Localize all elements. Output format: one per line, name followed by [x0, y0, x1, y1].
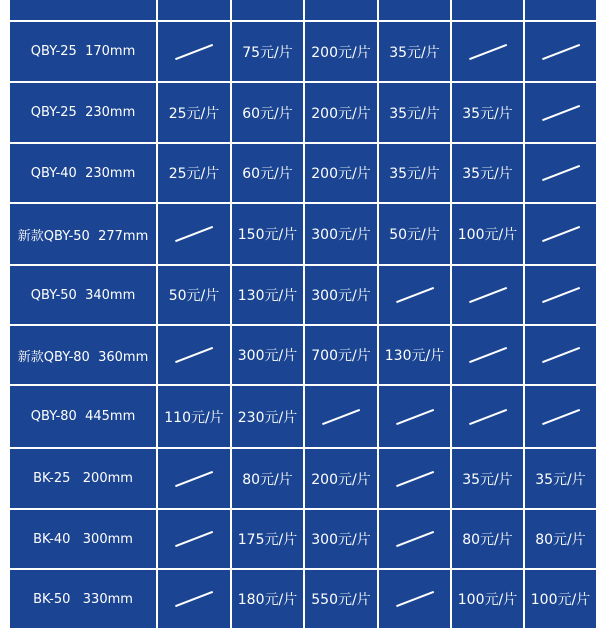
price-cell — [378, 325, 451, 385]
price-cell — [524, 203, 597, 265]
price-value: 60元/片 — [242, 105, 293, 122]
price-value: 200元/片 — [311, 471, 371, 488]
price-cell — [304, 569, 378, 629]
price-cell — [524, 325, 597, 385]
price-value: 35元/片 — [462, 166, 513, 182]
empty-slash-icon — [542, 226, 580, 242]
model-cell — [9, 325, 157, 385]
model-label: BK-50 330mm — [33, 591, 133, 607]
model-label: BK-25 200mm — [33, 471, 133, 486]
model-cell — [9, 0, 157, 21]
price-cell — [231, 21, 304, 82]
price-table — [8, 0, 598, 630]
price-cell — [231, 143, 304, 203]
price-cell — [304, 325, 378, 385]
price-cell — [378, 21, 451, 82]
model-cell — [9, 203, 157, 265]
price-value: 35元/片 — [535, 471, 586, 488]
price-cell — [157, 0, 231, 21]
price-cell — [451, 385, 524, 448]
price-cell — [157, 448, 231, 509]
table-row — [9, 82, 597, 143]
price-value: 60元/片 — [242, 166, 293, 182]
empty-slash-icon — [469, 44, 507, 60]
empty-slash-icon — [396, 287, 434, 303]
price-cell — [231, 265, 304, 325]
empty-slash-icon — [396, 409, 434, 425]
price-cell — [378, 509, 451, 569]
price-cell — [304, 21, 378, 82]
price-cell — [157, 21, 231, 82]
price-value: 35元/片 — [389, 166, 440, 182]
model-label: 新款QBY-80 360mm — [17, 349, 149, 365]
table-body — [9, 0, 597, 629]
table-row — [9, 203, 597, 265]
model-cell — [9, 509, 157, 569]
price-cell — [451, 21, 524, 82]
price-cell — [231, 385, 304, 448]
price-cell — [231, 509, 304, 569]
price-cell — [451, 203, 524, 265]
empty-slash-icon — [175, 471, 213, 487]
price-cell — [524, 385, 597, 448]
empty-slash-icon — [396, 531, 434, 547]
model-label: 新款QBY-50 277mm — [17, 228, 149, 244]
price-cell — [231, 325, 304, 385]
price-cell — [378, 448, 451, 509]
price-value: 100元/片 — [457, 592, 518, 608]
price-value: 300元/片 — [311, 227, 371, 243]
price-cell — [451, 265, 524, 325]
price-cell — [451, 82, 524, 143]
price-value: 35元/片 — [462, 105, 513, 122]
model-cell — [9, 569, 157, 629]
price-cell — [524, 0, 597, 21]
empty-slash-icon — [542, 105, 580, 121]
price-cell — [524, 82, 597, 143]
price-cell — [378, 82, 451, 143]
price-value: 50元/片 — [168, 288, 220, 304]
model-label: QBY-80 445mm — [30, 409, 136, 424]
table-row — [9, 448, 597, 509]
price-cell — [304, 448, 378, 509]
price-cell — [157, 569, 231, 629]
empty-slash-icon — [542, 409, 580, 425]
price-value: 200元/片 — [311, 166, 371, 182]
empty-slash-icon — [469, 409, 507, 425]
price-cell — [304, 203, 378, 265]
empty-slash-icon — [175, 226, 213, 242]
price-cell — [157, 325, 231, 385]
price-value: 130元/片 — [237, 288, 298, 304]
model-label: BK-40 300mm — [33, 531, 133, 547]
price-cell — [304, 143, 378, 203]
price-cell — [231, 0, 304, 21]
price-value: 175元/片 — [237, 532, 298, 548]
table-row — [9, 569, 597, 629]
price-value: 300元/片 — [311, 288, 371, 304]
table-row — [9, 325, 597, 385]
price-value: 75元/片 — [242, 44, 293, 61]
table-row — [9, 509, 597, 569]
empty-slash-icon — [542, 287, 580, 303]
model-cell — [9, 265, 157, 325]
price-cell — [524, 448, 597, 509]
price-cell — [524, 265, 597, 325]
model-cell — [9, 448, 157, 509]
empty-slash-icon — [175, 44, 213, 60]
price-value: 130元/片 — [384, 348, 445, 364]
model-cell — [9, 385, 157, 448]
price-value: 35元/片 — [389, 44, 440, 61]
price-cell — [231, 569, 304, 629]
price-value: 80元/片 — [535, 532, 586, 548]
table-row — [9, 385, 597, 448]
price-value: 35元/片 — [389, 105, 440, 122]
price-cell — [304, 385, 378, 448]
price-cell — [157, 203, 231, 265]
price-cell — [157, 265, 231, 325]
price-cell — [451, 143, 524, 203]
price-value: 25元/片 — [168, 105, 220, 122]
empty-slash-icon — [542, 165, 580, 181]
price-value: 230元/片 — [237, 409, 298, 426]
empty-slash-icon — [542, 347, 580, 363]
price-cell — [524, 509, 597, 569]
empty-slash-icon — [175, 531, 213, 547]
table-row — [9, 21, 597, 82]
empty-slash-icon — [469, 287, 507, 303]
empty-slash-icon — [396, 591, 434, 607]
price-value: 35元/片 — [462, 471, 513, 488]
empty-slash-icon — [175, 347, 213, 363]
model-label: QBY-25 230mm — [30, 105, 136, 120]
model-cell — [9, 21, 157, 82]
price-value: 180元/片 — [237, 592, 298, 608]
empty-slash-icon — [469, 347, 507, 363]
price-cell — [304, 0, 378, 21]
price-cell — [451, 509, 524, 569]
empty-slash-icon — [542, 44, 580, 60]
model-label: QBY-40 230mm — [30, 165, 136, 181]
empty-slash-icon — [322, 409, 360, 425]
price-cell — [157, 82, 231, 143]
price-cell — [304, 509, 378, 569]
table-row — [9, 265, 597, 325]
price-value: 80元/片 — [242, 471, 293, 488]
price-value: 25元/片 — [168, 166, 220, 182]
price-value: 100元/片 — [457, 227, 518, 243]
price-value: 200元/片 — [311, 105, 371, 122]
price-cell — [378, 203, 451, 265]
price-cell — [157, 143, 231, 203]
price-cell — [378, 265, 451, 325]
price-cell — [231, 203, 304, 265]
price-value: 300元/片 — [311, 532, 371, 548]
price-cell — [231, 448, 304, 509]
price-cell — [524, 569, 597, 629]
price-value: 50元/片 — [389, 227, 440, 243]
price-cell — [378, 569, 451, 629]
price-cell — [451, 325, 524, 385]
price-value: 80元/片 — [462, 532, 513, 548]
model-cell — [9, 143, 157, 203]
model-label: QBY-50 340mm — [30, 287, 136, 303]
empty-slash-icon — [396, 471, 434, 487]
table-row — [9, 143, 597, 203]
price-value: 200元/片 — [311, 44, 371, 61]
price-cell — [231, 82, 304, 143]
price-cell — [451, 569, 524, 629]
model-label: QBY-25 170mm — [30, 44, 136, 59]
price-value: 100元/片 — [530, 592, 591, 608]
price-cell — [524, 21, 597, 82]
price-value: 700元/片 — [311, 348, 371, 364]
price-cell — [451, 0, 524, 21]
empty-slash-icon — [175, 591, 213, 607]
price-cell — [378, 143, 451, 203]
price-value: 300元/片 — [237, 348, 298, 364]
table-row — [9, 0, 597, 21]
price-cell — [157, 385, 231, 448]
price-cell — [157, 509, 231, 569]
price-cell — [378, 0, 451, 21]
model-cell — [9, 82, 157, 143]
price-cell — [524, 143, 597, 203]
price-cell — [304, 82, 378, 143]
price-value: 550元/片 — [311, 592, 371, 608]
price-cell — [378, 385, 451, 448]
price-cell — [451, 448, 524, 509]
price-value: 110元/片 — [164, 409, 224, 426]
price-value: 150元/片 — [237, 227, 298, 243]
price-cell — [304, 265, 378, 325]
